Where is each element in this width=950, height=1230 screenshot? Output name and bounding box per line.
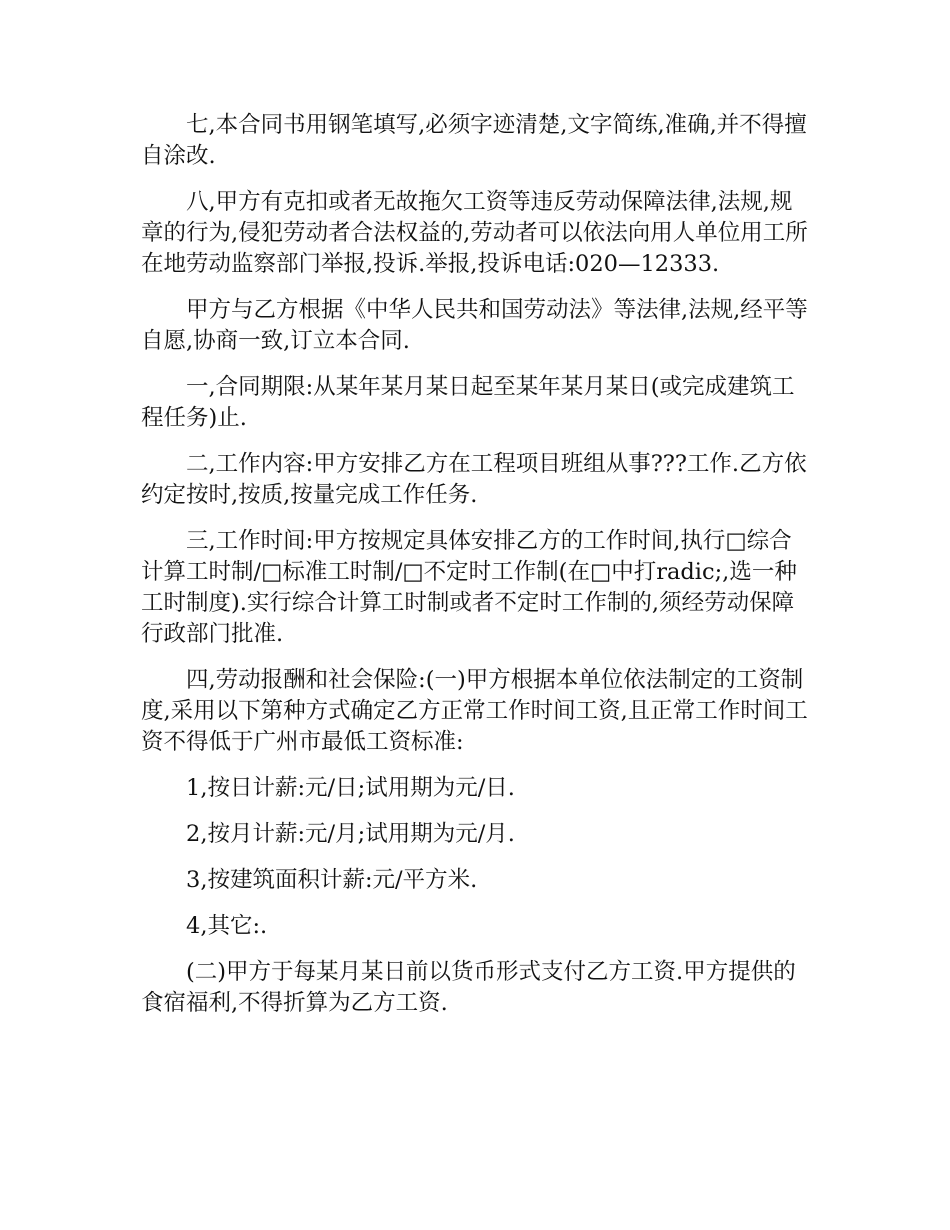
paragraph-7: 七,本合同书用钢笔填写,必须字迹清楚,文字简练,准确,并不得擅自涂改. bbox=[141, 112, 807, 169]
paragraph-monthly-pay: 2,按月计薪:元/月;试用期为元/月. bbox=[186, 821, 515, 847]
paragraph-8: 八,甲方有克扣或者无故拖欠工资等违反劳动保障法律,法规,规章的行为,侵犯劳动者合法权益的,劳动者可以依法向用人单位用工所在地劳动监察部门举报,投诉.举报,投诉电话:020—12333. bbox=[141, 189, 808, 277]
paragraph-area-pay: 3,按建筑面积计薪:元/平方米. bbox=[186, 867, 478, 893]
paragraph-daily-pay: 1,按日计薪:元/日;试用期为元/日. bbox=[186, 775, 515, 801]
paragraph-work-content: 二,工作内容:甲方安排乙方在工程项目班组从事???工作.乙方依约定按时,按质,按量完成工作任务. bbox=[141, 451, 807, 508]
paragraph-contract-term: 一,合同期限:从某年某月某日起至某年某月某日(或完成建筑工程任务)止. bbox=[141, 374, 795, 431]
document-body bbox=[141, 110, 809, 1034]
paragraph-payment-date: (二)甲方于每某月某日前以货币形式支付乙方工资.甲方提供的食宿福利,不得折算为乙方工资. bbox=[141, 959, 796, 1016]
paragraph-other-pay: 4,其它:. bbox=[186, 913, 268, 939]
paragraph-work-hours: 三,工作时间:甲方按规定具体安排乙方的工作时间,执行□综合计算工时制/□标准工时制/□不定时工作制(在□中打radic;,选一种工时制度).实行综合计算工时制或者不定时工作制的,须经劳动保障行政部门批准. bbox=[141, 528, 797, 647]
paragraph-preamble: 甲方与乙方根据《中华人民共和国劳动法》等法律,法规,经平等自愿,协商一致,订立本合同. bbox=[141, 297, 808, 354]
paragraph-remuneration: 四,劳动报酬和社会保险:(一)甲方根据本单位依法制定的工资制度,采用以下第种方式确定乙方正常工作时间工资,且正常工作时间工资不得低于广州市最低工资标准: bbox=[141, 667, 808, 755]
